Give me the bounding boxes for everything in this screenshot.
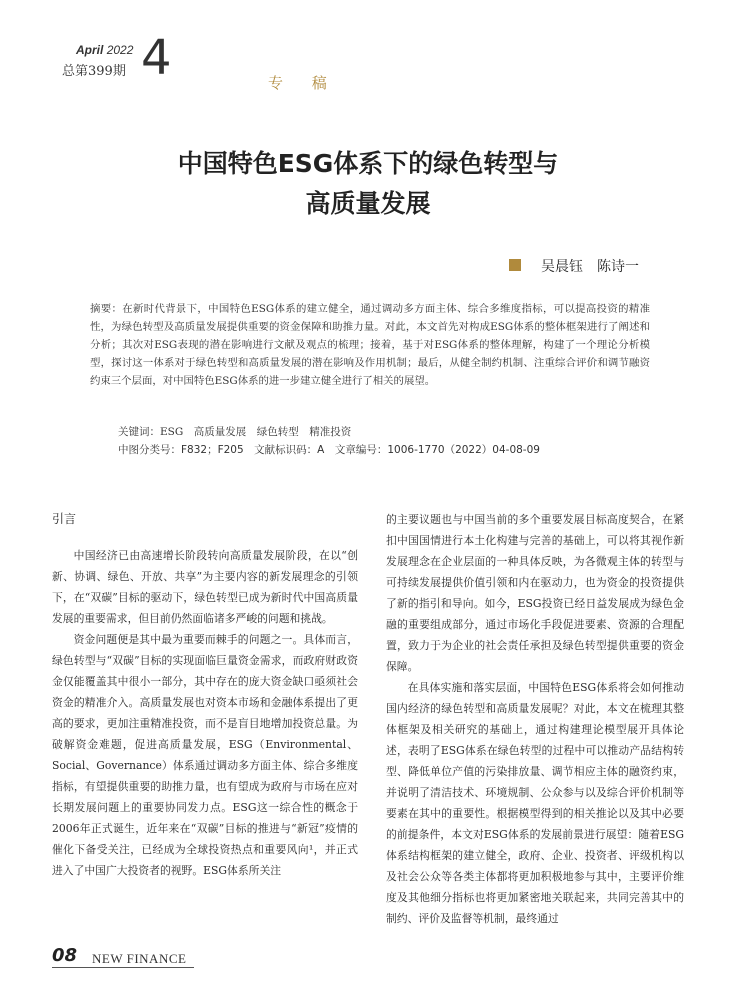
article-title-line-1: 中国特色ESG体系下的绿色转型与 <box>177 149 559 178</box>
classification-line: 中图分类号：F832；F205 文献标识码：A 文章编号：1006-1770（2022）04-08-09 <box>118 444 540 456</box>
column-label: 专 稿 <box>268 74 339 92</box>
keywords-text: ESG 高质量发展 绿色转型 精准投资 <box>160 426 352 438</box>
section-heading: 引言 <box>52 512 77 526</box>
paragraph: 资金问题便是其中最为重要而棘手的问题之一。具体而言，绿色转型与“双碳”目标的实现面临巨量资金需求，而政府财政资金仅能覆盖其中很小一部分，其中存在的庞大资金缺口亟须社会资金的精准介入。高质量发展也对资本市场和金融体系提出了更高的要求，更加注重精准投资，而不是盲目地增加投资总量。为破解资金难题，促进高质量发展，ESG（Environmental、Social、Governance）体系通过调动多方面主体、综合多维度指标，有望提供重要的助推力量，也有望成为政府与市场在应对长期发展问题上的重要协同发力点。ESG这一综合性的概念于2006年正式诞生，近年来在“双碳”目标的推进与“新冠”疫情的催化下备受关注，已经成为全球投资热点和重要风向¹，并正式进入了中国广大投资者的视野。ESG体系所关注 <box>52 633 358 877</box>
issue-number: 4 <box>141 30 172 86</box>
body-column-right <box>386 509 684 929</box>
paragraph: 在具体实施和落实层面，中国特色ESG体系将会如何推动国内经济的绿色转型和高质量发展呢？对此，本文在梳理其整体框架及相关研究的基础上，通过构建理论模型展开具体论述，表明了ESG体系在绿色转型的过程中可以推动产品结构转型、降低单位产值的污染排放量、调节相应主体的融资约束，并说明了清洁技术、环境规制、公众参与以及综合评价机制等要素在其中的重要性。根据模型得到的相关推论以及其中必要的前提条件，本文对ESG体系的发展前景进行展望：随着ESG体系结构框架的建立健全，政府、企业、投资者、评级机构以及社会公众等各类主体都将更加积极地参与其中，主要评价维度及其他细分指标也将更加紧密地关联起来，共同完善其中的制约、评价及监督等机制，最终通过 <box>386 681 684 925</box>
paragraph: 的主要议题也与中国当前的多个重要发展目标高度契合，在紧扣中国国情进行本土化构建与完善的基础上，可以将其视作新发展理念在企业层面的一种具体反映，为各微观主体的转型与可持续发展提供价值引领和内在驱动力，也为资金的投资提供了新的指引和导向。如今，ESG投资已经日益发展成为绿色金融的重要组成部分，通过市场化手段促进要素、资源的合理配置，致力于为企业的社会责任承担及绿色转型提供重要的资金保障。 <box>386 513 684 673</box>
page-number: 08 <box>52 945 78 966</box>
footer-rule <box>52 967 194 968</box>
issue-month-label: April <box>76 43 104 57</box>
author-marker-square <box>509 259 521 271</box>
body-column-left <box>52 545 358 881</box>
authors: 吴晨钰 陈诗一 <box>541 259 639 275</box>
issue-month <box>76 43 133 57</box>
journal-name: NEW FINANCE <box>92 951 187 966</box>
keywords <box>118 424 351 439</box>
issue-total: 总第399期 <box>62 64 126 79</box>
abstract-text: 在新时代背景下，中国特色ESG体系的建立健全，通过调动多方面主体、综合多维度指标，可以提高投资的精准性，为绿色转型及高质量发展提供重要的资金保障和助推力量。对此，本文首先对构成ESG体系的整体框架进行了阐述和分析；其次对ESG表现的潜在影响进行文献及观点的梳理；接着，基于对ESG体系的整体理解，构建了一个理论分析模型，探讨这一体系对于绿色转型和高质量发展的潜在影响及作用机制；最后，从健全制约机制、注重综合评价和调节融资约束三个层面，对中国特色ESG体系的进一步建立健全进行了相关的展望。 <box>90 303 651 387</box>
issue-year: 2022 <box>106 43 134 57</box>
article-title-line-2: 高质量发展 <box>305 189 431 218</box>
abstract-label: 摘要： <box>90 303 123 315</box>
paragraph: 中国经济已由高速增长阶段转向高质量发展阶段，在以“创新、协调、绿色、开放、共享”为主要内容的新发展理念的引领下，在“双碳”目标的驱动下，绿色转型已成为新时代中国高质量发展的重要需求，但目前仍然面临诸多严峻的问题和挑战。 <box>52 549 358 625</box>
abstract <box>90 300 650 390</box>
keywords-label: 关键词： <box>118 426 160 438</box>
